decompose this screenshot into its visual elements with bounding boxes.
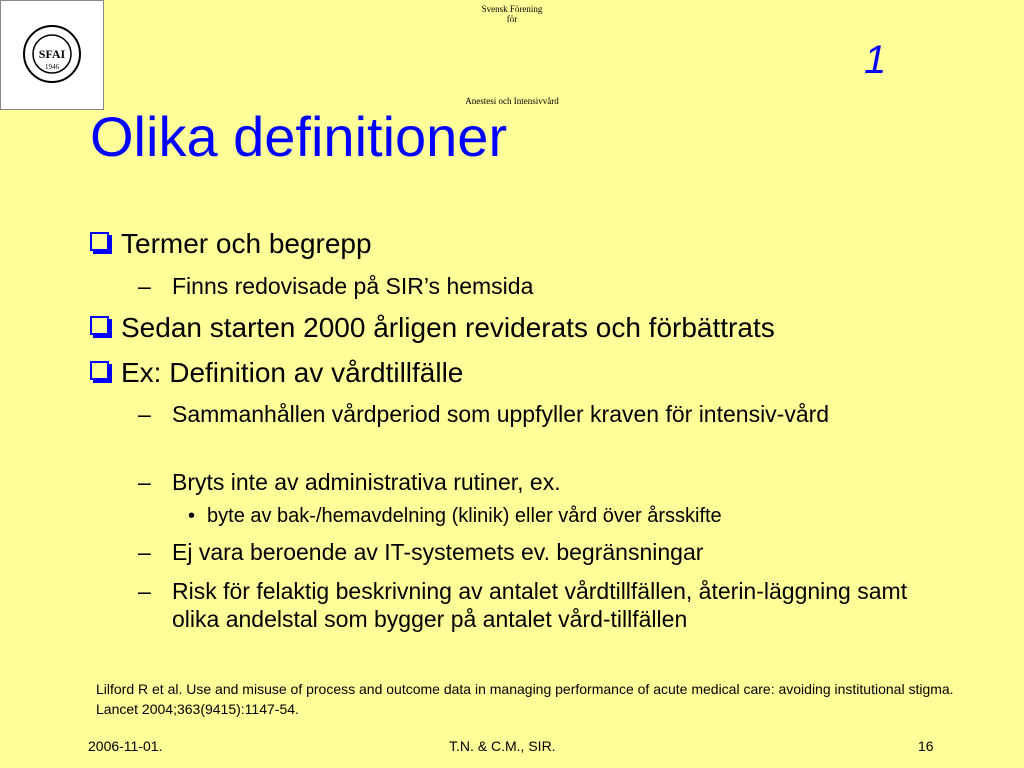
- checkbox-bullet-icon: [90, 316, 109, 335]
- bullet-level2: [138, 400, 928, 428]
- bullet-text: Bryts inte av administrativa rutiner, ex.: [172, 469, 561, 495]
- dash-bullet: –: [138, 539, 151, 565]
- bullet-text: Termer och begrepp: [121, 228, 372, 259]
- sfai-logo: [0, 0, 559, 110]
- checkbox-bullet-icon: [90, 232, 109, 251]
- dot-bullet: •: [188, 505, 196, 527]
- seal-icon: [22, 24, 82, 84]
- footer-date: 2006-11-01.: [88, 738, 163, 754]
- bullet-text: Sedan starten 2000 årligen reviderats och förbättrats: [121, 312, 775, 343]
- seal-text: SFAI: [38, 47, 66, 61]
- dash-bullet: –: [138, 578, 151, 604]
- bullet-text: byte av bak-/hemavdelning (klinik) eller vård över årsskifte: [207, 505, 722, 527]
- dash-bullet: –: [138, 401, 151, 427]
- bullet-text: Risk för felaktig beskrivning av antalet vårdtillfällen, återin-läggning samt olika andelstal som bygger på antalet vård-tillfällen: [172, 578, 908, 632]
- logo-top-text-1: Svensk Förening: [481, 4, 543, 14]
- bullet-level1: [90, 357, 463, 389]
- bullet-level2: [138, 538, 838, 566]
- bullet-level3: [188, 505, 722, 528]
- seal-year: 1946: [45, 63, 59, 71]
- dash-bullet: –: [138, 273, 151, 299]
- dash-bullet: –: [138, 469, 151, 495]
- bullet-level2: [138, 468, 838, 496]
- bullet-level1: [90, 228, 372, 260]
- slide-title: Olika definitioner: [90, 105, 508, 168]
- logo-bottom-text: Anestesi och Intensivvård: [465, 96, 559, 106]
- bullet-text: Finns redovisade på SIR’s hemsida: [172, 273, 534, 299]
- bullet-text: Ex: Definition av vårdtillfälle: [121, 357, 464, 388]
- citation: Lilford R et al. Use and misuse of process and outcome data in managing performance of acute medical care: avoiding institutional stigma. Lancet 2004;363(9415):1147-54.: [96, 681, 954, 717]
- bullet-level2: [138, 272, 838, 300]
- logo-top-text-2: för: [506, 14, 518, 24]
- slide-number-badge: 1: [864, 38, 887, 82]
- footer-page-number: 16: [918, 738, 934, 754]
- bullet-text: Sammanhållen vårdperiod som uppfyller kraven för intensiv-vård: [172, 401, 830, 427]
- bullet-level2: [138, 577, 913, 633]
- bullet-level1: [90, 312, 775, 344]
- bullet-text: Ej vara beroende av IT-systemets ev. begränsningar: [172, 539, 704, 565]
- checkbox-bullet-icon: [90, 361, 109, 380]
- footer-authors: T.N. & C.M., SIR.: [449, 738, 556, 754]
